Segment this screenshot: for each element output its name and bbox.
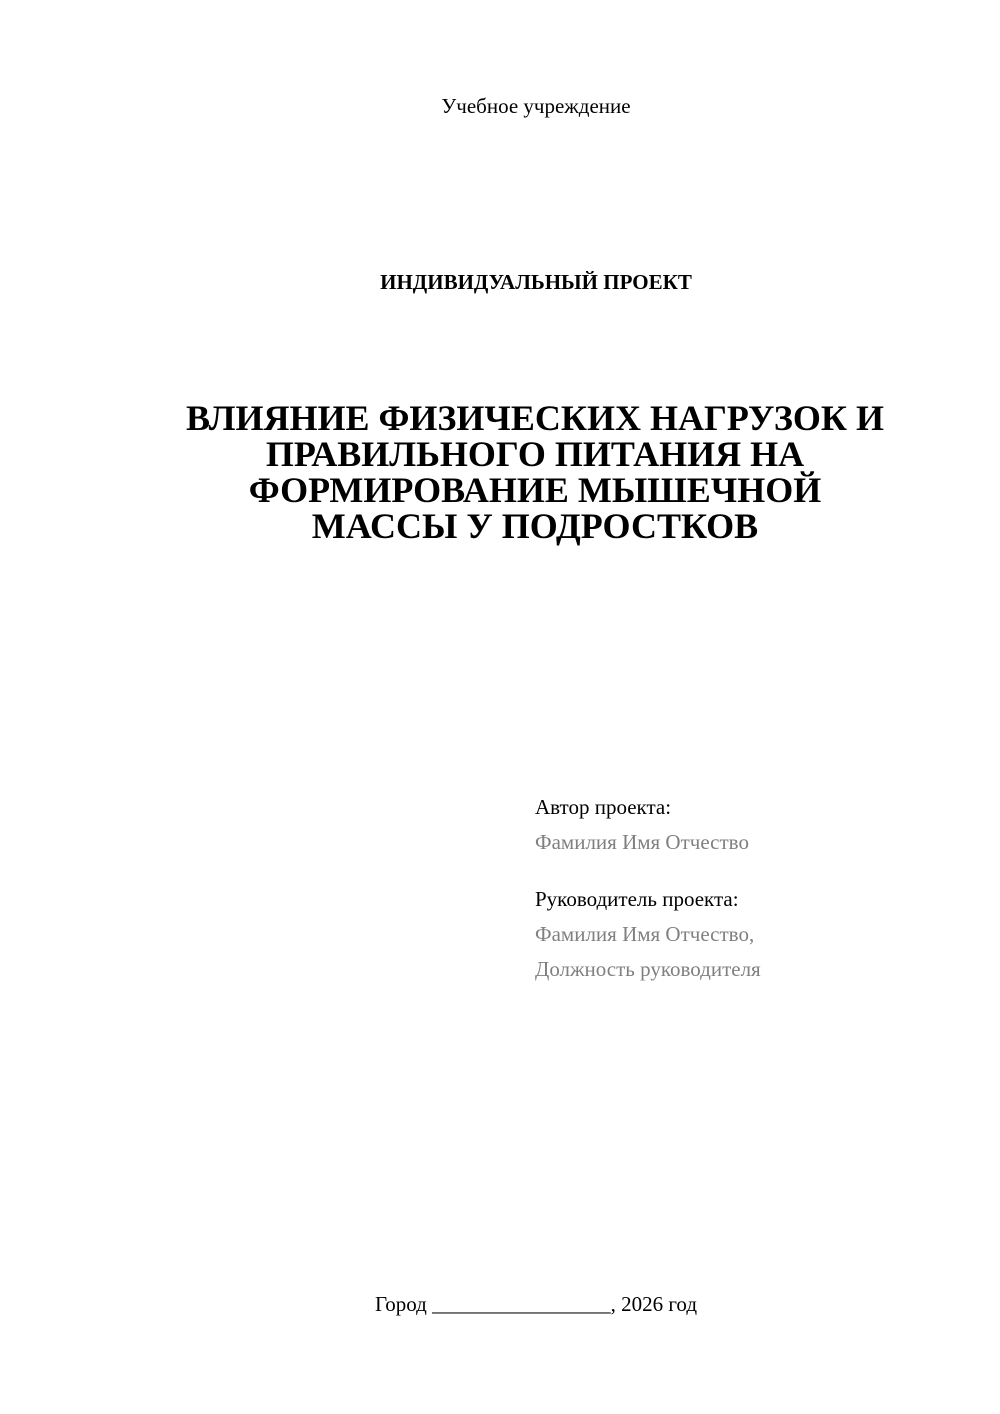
people-block	[535, 790, 975, 1009]
author-label: Автор проекта:	[535, 795, 672, 819]
project-title	[150, 400, 920, 544]
project-title-line: ФОРМИРОВАНИЕ МЫШЕЧНОЙ	[248, 470, 822, 510]
project-type-heading: ИНДИВИДУАЛЬНЫЙ ПРОЕКТ	[380, 270, 692, 294]
supervisor-label: Руководитель проекта:	[535, 887, 739, 911]
project-title-line: ВЛИЯНИЕ ФИЗИЧЕСКИХ НАГРУЗОК И	[186, 398, 884, 438]
author-name: Фамилия Имя Отчество	[535, 830, 749, 854]
institution-name: Учебное учреждение	[441, 94, 631, 118]
supervisor-name: Фамилия Имя Отчество,	[535, 922, 755, 946]
supervisor-position: Должность руководителя	[535, 957, 761, 981]
supervisor-block	[535, 882, 975, 987]
project-title-line: МАССЫ У ПОДРОСТКОВ	[311, 506, 759, 546]
author-block	[535, 790, 975, 860]
city-year-footer: Город _________________, 2026 год	[374, 1292, 698, 1316]
project-title-line: ПРАВИЛЬНОГО ПИТАНИЯ НА	[265, 434, 805, 474]
